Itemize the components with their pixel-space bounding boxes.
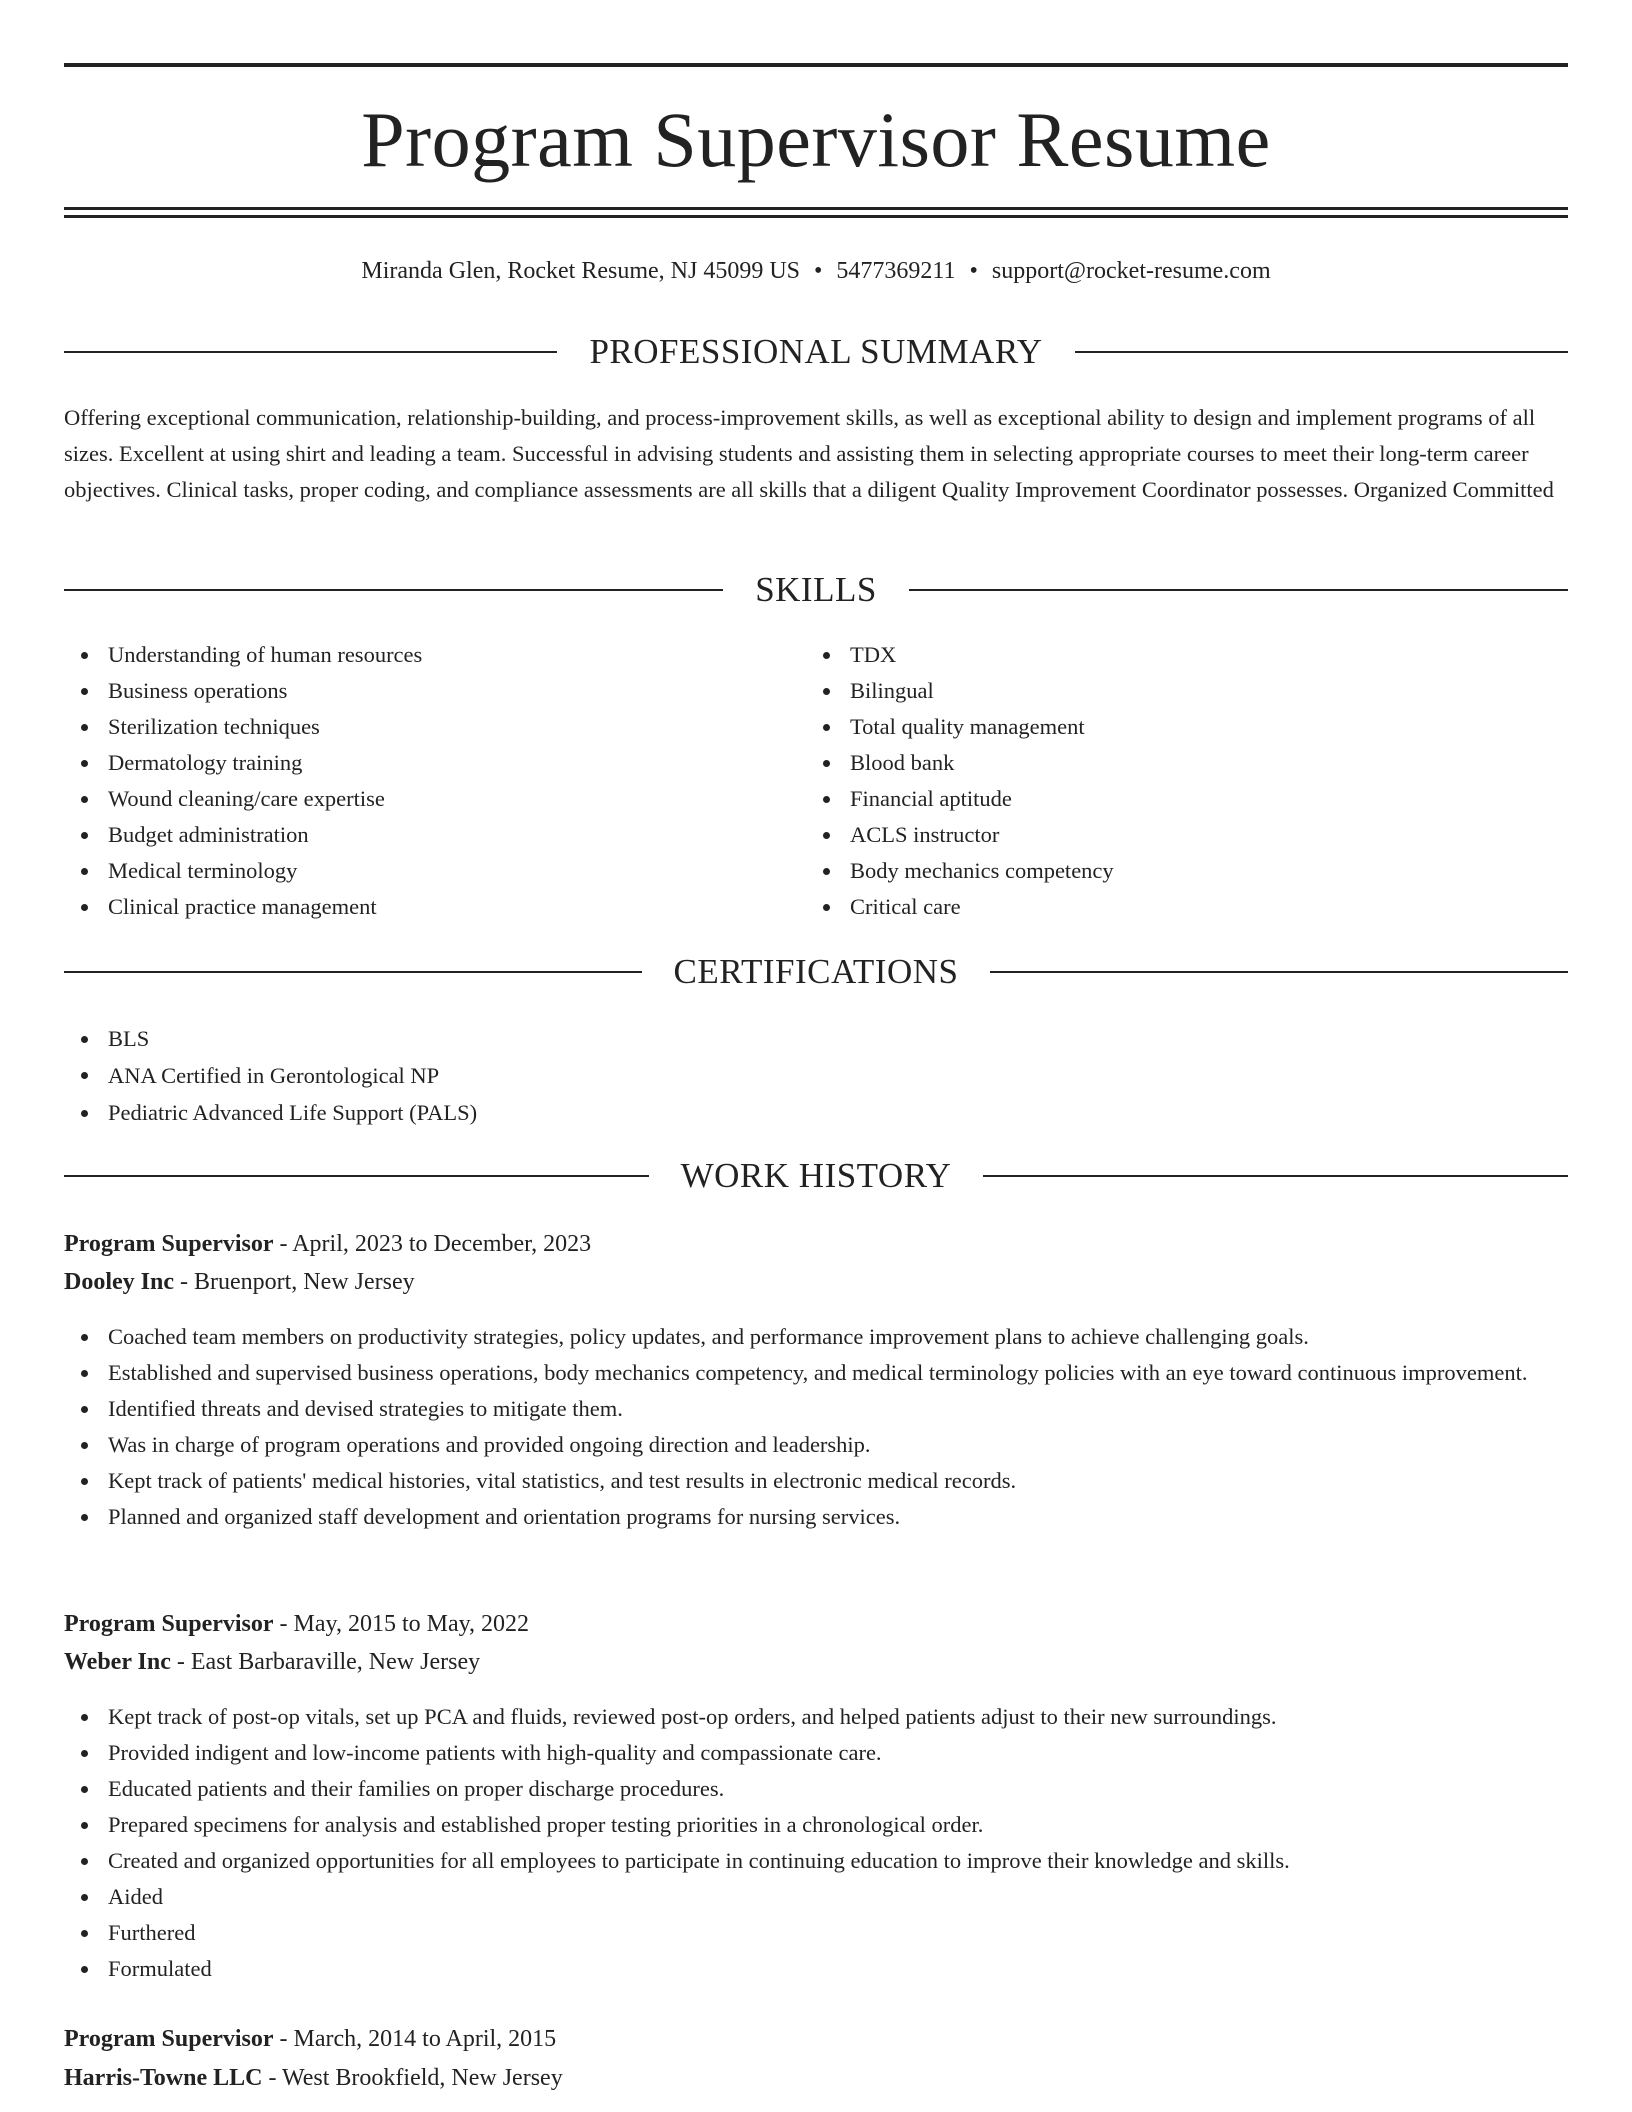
list-item: Provided indigent and low-income patients with high-quality and compassionate care. [64, 1735, 1568, 1771]
job-company-line [64, 1264, 415, 1300]
list-item: Financial aptitude [806, 781, 1546, 817]
job-title: Program Supervisor [64, 1231, 274, 1257]
list-item: Business operations [64, 673, 784, 709]
job-dates: - May, 2015 to May, 2022 [273, 1611, 530, 1637]
job-title: Program Supervisor [64, 2026, 274, 2052]
job-location: - West Brookfield, New Jersey [262, 2065, 563, 2091]
divider-line [64, 351, 557, 353]
section-title: CERTIFICATIONS [673, 952, 959, 991]
job-title: Program Supervisor [64, 1611, 274, 1637]
job-company: Weber Inc [64, 1649, 171, 1675]
list-item: Established and supervised business operations, body mechanics competency, and medical terminology policies with an eye toward continuous improvement. [64, 1355, 1568, 1391]
list-item: Pediatric Advanced Life Support (PALS) [64, 1095, 1568, 1131]
divider-line [64, 589, 723, 591]
section-title: WORK HISTORY [680, 1156, 952, 1195]
list-item: Medical terminology [64, 853, 784, 889]
contact-address: Miranda Glen, Rocket Resume, NJ 45099 US [361, 258, 800, 284]
contact-line [64, 254, 1568, 288]
list-item: Kept track of post-op vitals, set up PCA and fluids, reviewed post-op orders, and helped patients adjust to their new surroundings. [64, 1699, 1568, 1735]
list-item: Clinical practice management [64, 889, 784, 925]
job-title-line [64, 1226, 591, 1262]
list-item: Created and organized opportunities for all employees to participate in continuing education to improve their knowledge and skills. [64, 1843, 1568, 1879]
job-location: - East Barbaraville, New Jersey [170, 1649, 481, 1675]
section-title: SKILLS [755, 570, 877, 609]
section-heading-work-history [64, 1156, 1568, 1196]
section-heading-certifications [64, 952, 1568, 992]
divider-line [909, 589, 1568, 591]
section-heading-summary [64, 332, 1568, 372]
skills-list-left [64, 637, 784, 925]
job-dates: - April, 2023 to December, 2023 [273, 1231, 592, 1257]
job-dates: - March, 2014 to April, 2015 [273, 2026, 557, 2052]
job-bullets [64, 1319, 1568, 1535]
divider-line [64, 971, 642, 973]
list-item: Formulated [64, 1951, 1568, 1987]
list-item: Understanding of human resources [64, 637, 784, 673]
header-rule-double-2 [64, 215, 1568, 218]
divider-line [990, 971, 1568, 973]
list-item: Kept track of patients' medical histories, vital statistics, and test results in electronic medical records. [64, 1463, 1568, 1499]
header-rule-top [64, 63, 1568, 67]
list-item: Wound cleaning/care expertise [64, 781, 784, 817]
list-item: Body mechanics competency [806, 853, 1546, 889]
contact-separator: • [969, 258, 978, 284]
contact-phone: 5477369211 [836, 258, 956, 284]
list-item: Educated patients and their families on proper discharge procedures. [64, 1771, 1568, 1807]
list-item: Planned and organized staff development and orientation programs for nursing services. [64, 1499, 1568, 1535]
job-company-line [64, 1644, 480, 1680]
list-item: Aided [64, 1879, 1568, 1915]
skills-list-right [806, 637, 1546, 925]
divider-line [1075, 351, 1568, 353]
list-item: Total quality management [806, 709, 1546, 745]
section-heading-skills [64, 570, 1568, 610]
list-item: Furthered [64, 1915, 1568, 1951]
job-location: - Bruenport, New Jersey [174, 1269, 415, 1295]
divider-line [983, 1175, 1568, 1177]
list-item: BLS [64, 1021, 1568, 1057]
header-rule-double-1 [64, 207, 1568, 210]
resume-title: Program Supervisor Resume [361, 96, 1271, 183]
contact-separator: • [814, 258, 823, 284]
list-item: Sterilization techniques [64, 709, 784, 745]
list-item: Critical care [806, 889, 1546, 925]
list-item: Identified threats and devised strategies to mitigate them. [64, 1391, 1568, 1427]
list-item: Dermatology training [64, 745, 784, 781]
list-item: Blood bank [806, 745, 1546, 781]
section-title: PROFESSIONAL SUMMARY [589, 332, 1043, 371]
list-item: TDX [806, 637, 1546, 673]
job-bullets [64, 1699, 1568, 1987]
list-item: Prepared specimens for analysis and established proper testing priorities in a chronological order. [64, 1807, 1568, 1843]
job-title-line [64, 1606, 529, 1642]
job-company: Harris-Towne LLC [64, 2065, 263, 2091]
list-item: Coached team members on productivity strategies, policy updates, and performance improvement plans to achieve challenging goals. [64, 1319, 1568, 1355]
summary-text: Offering exceptional communication, relationship-building, and process-improvement skills, as well as exceptional ability to design and implement programs of all sizes. Excellent at using shirt and leading a team. Successful in advising students and assisting them in selecting appropriate courses to meet their long-term career objectives. Clinical tasks, proper coding, and compliance assessments are all skills that a diligent Quality Improvement Coordinator possesses. Organized Committed [64, 405, 1554, 502]
job-company: Dooley Inc [64, 1269, 174, 1295]
list-item: Budget administration [64, 817, 784, 853]
divider-line [64, 1175, 649, 1177]
list-item: ANA Certified in Gerontological NP [64, 1057, 1568, 1095]
list-item: ACLS instructor [806, 817, 1546, 853]
list-item: Bilingual [806, 673, 1546, 709]
contact-email: support@rocket-resume.com [991, 258, 1271, 284]
list-item: Was in charge of program operations and provided ongoing direction and leadership. [64, 1427, 1568, 1463]
job-title-line [64, 2021, 556, 2057]
job-company-line [64, 2060, 563, 2096]
certifications-list [64, 1021, 1568, 1131]
